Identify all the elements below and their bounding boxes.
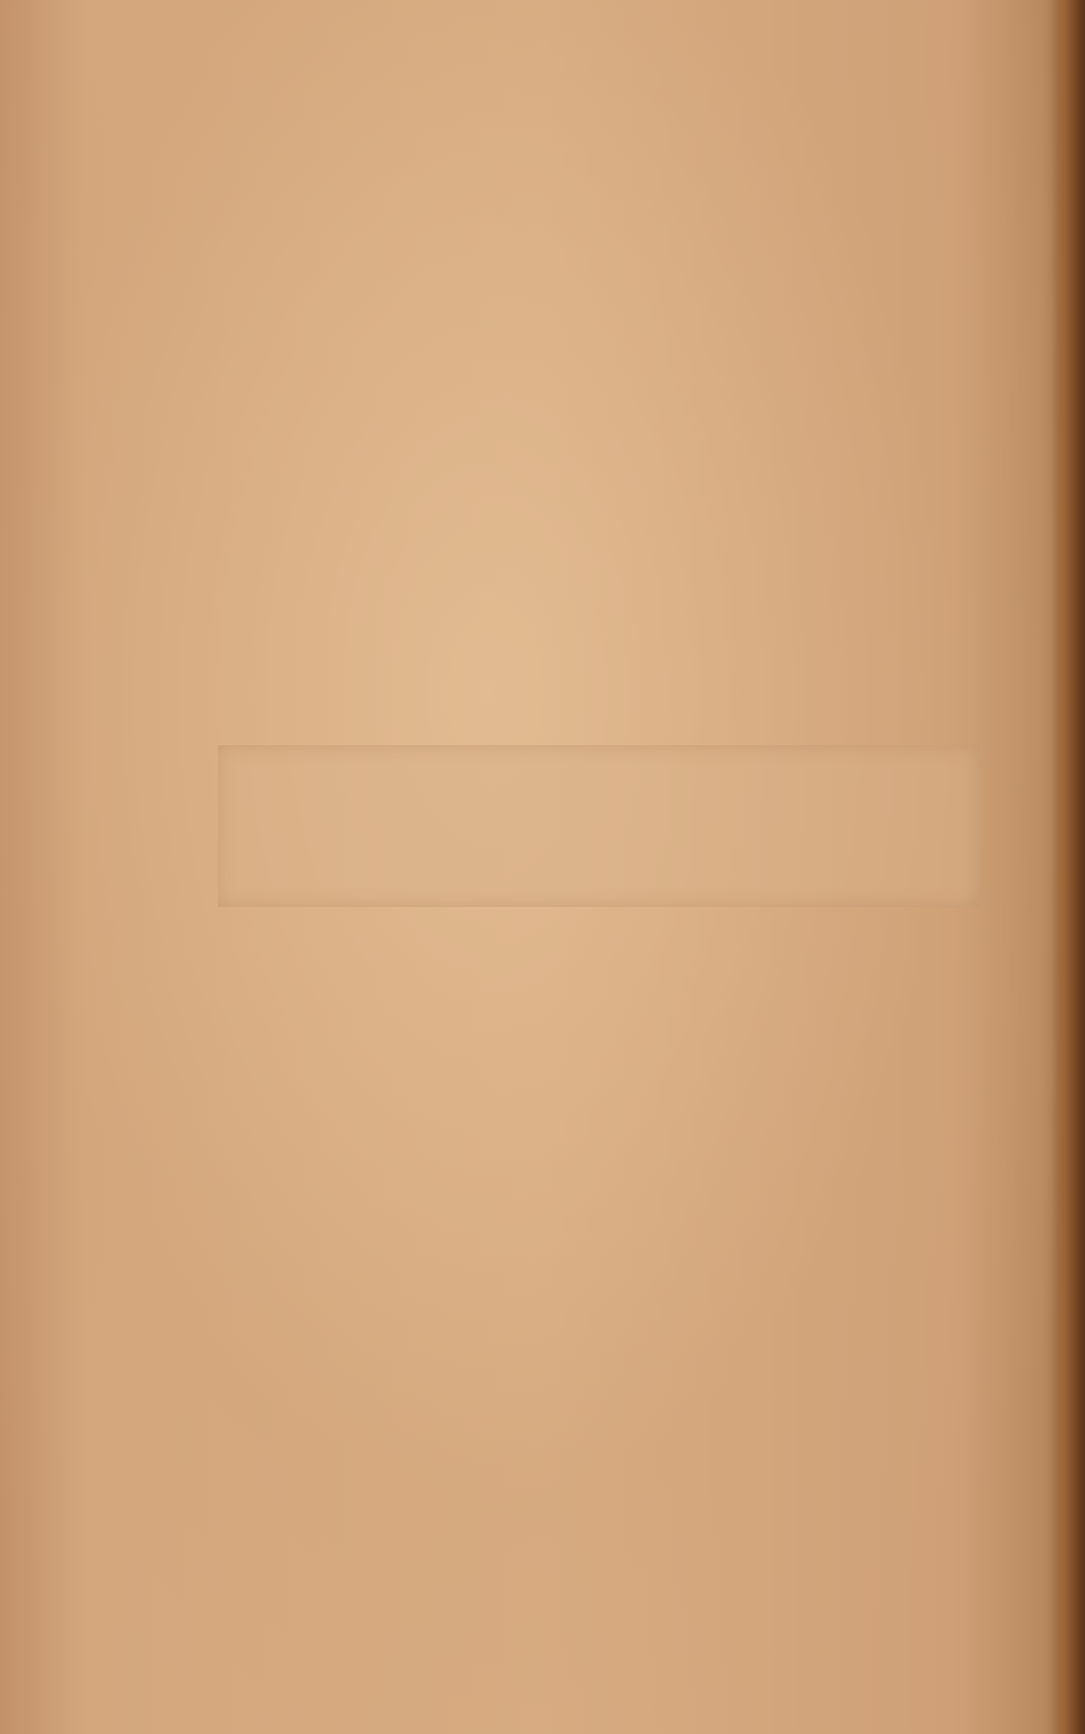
page-edge-shadow — [1051, 0, 1085, 1734]
page-header — [143, 80, 1030, 110]
verse-background — [218, 745, 980, 907]
